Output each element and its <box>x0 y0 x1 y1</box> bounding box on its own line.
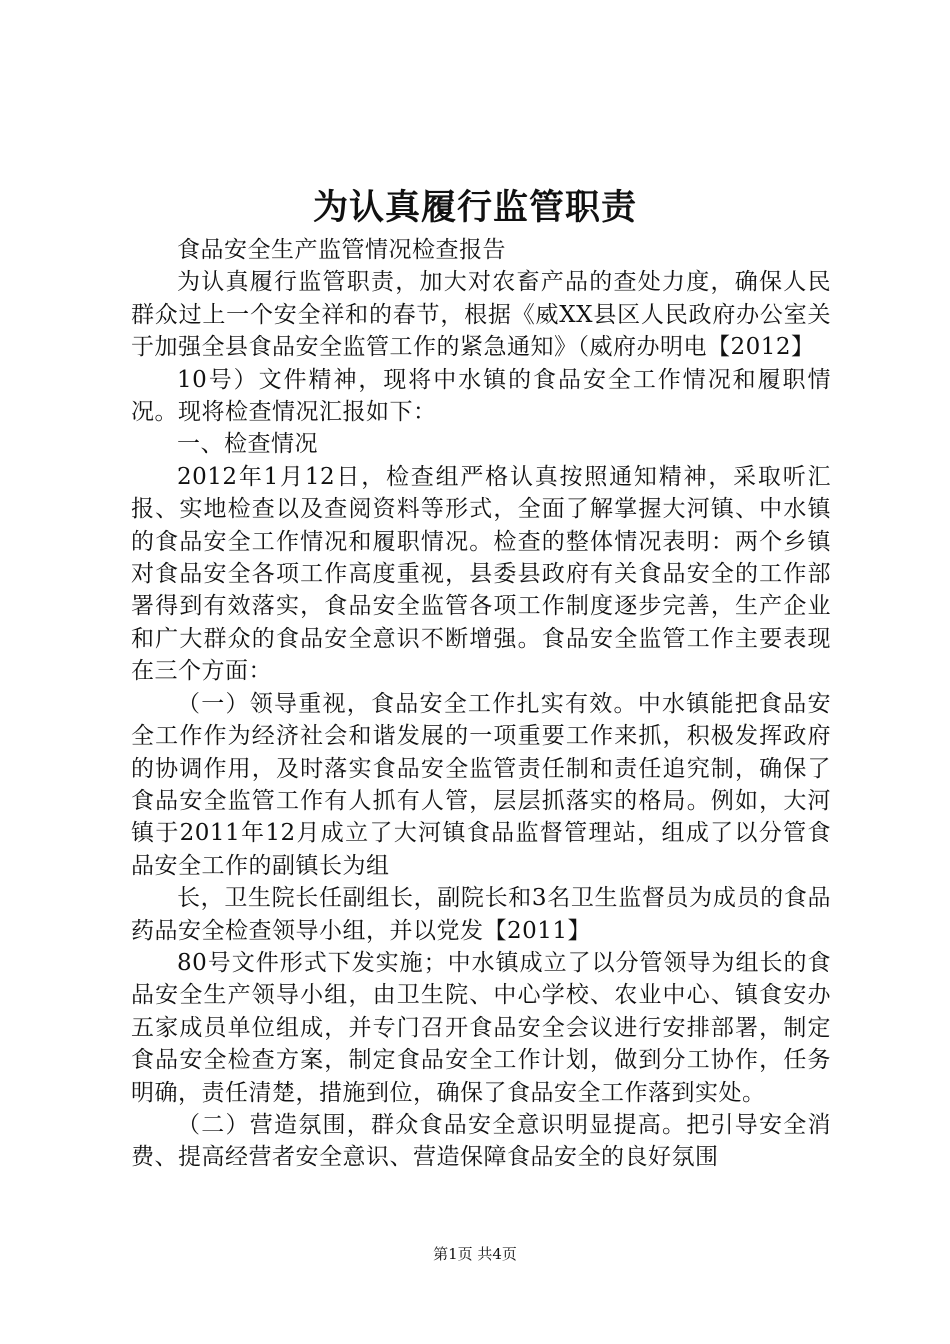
paragraph-intro-continued: 10号）文件精神，现将中水镇的食品安全工作情况和履职情况。现将检查情况汇报如下： <box>131 366 831 426</box>
document-body <box>131 234 831 1174</box>
paragraph-point-one-details: 80号文件形式下发实施；中水镇成立了以分管领导为组长的食品安全生产领导小组，由卫生院、中心学校、农业中心、镇食安办五家成员单位组成，并专门召开食品安全会议进行安排部署，制定食品安全检查方案，制定食品安全工作计划，做到分工协作，任务明确，责任清楚，措施到位，确保了食品安全工作落到实处。 <box>131 949 831 1106</box>
paragraph-point-one-continued: 长，卫生院长任副组长，副院长和3名卫生监督员为成员的食品药品安全检查领导小组，并以党发【2011】 <box>131 885 831 944</box>
paragraph-point-one: （一）领导重视，食品安全工作扎实有效。中水镇能把食品安全工作作为经济社会和谐发展的一项重要工作来抓，积极发挥政府的协调作用，及时落实食品安全监管责任制和责任追究制，确保了食品安全监管工作有人抓有人管，层层抓落实的格局。例如，大河镇于2011年12月成立了大河镇食品监督管理站，组成了以分管食品安全工作的副镇长为组 <box>131 690 831 879</box>
document-title: 为认真履行监管职责 <box>312 187 637 228</box>
paragraph-inspection-summary: 2012年1月12日，检查组严格认真按照通知精神，采取听汇报、实地检查以及查阅资料等形式，全面了解掌握大河镇、中水镇的食品安全工作情况和履职情况。检查的整体情况表明：两个乡镇对食品安全各项工作高度重视，县委县政府有关食品安全的工作部署得到有效落实，食品安全监管各项工作制度逐步完善，生产企业和广大群众的食品安全意识不断增强。食品安全监管工作主要表现在三个方面： <box>131 463 831 685</box>
section-heading: 一、检查情况 <box>177 431 318 458</box>
paragraph-subtitle: 食品安全生产监管情况检查报告 <box>177 237 506 263</box>
paragraph-intro: 为认真履行监管职责，加大对农畜产品的查处力度，确保人民群众过上一个安全祥和的春节，根据《威XX县区人民政府办公室关于加强全县食品安全监管工作的紧急通知》（威府办明电【2012】 <box>131 269 831 361</box>
paragraph-point-two: （二）营造氛围，群众食品安全意识明显提高。把引导安全消费、提高经营者安全意识、营造保障食品安全的良好氛围 <box>131 1111 831 1171</box>
page-number-footer: 第1页 共4页 <box>433 1245 517 1263</box>
